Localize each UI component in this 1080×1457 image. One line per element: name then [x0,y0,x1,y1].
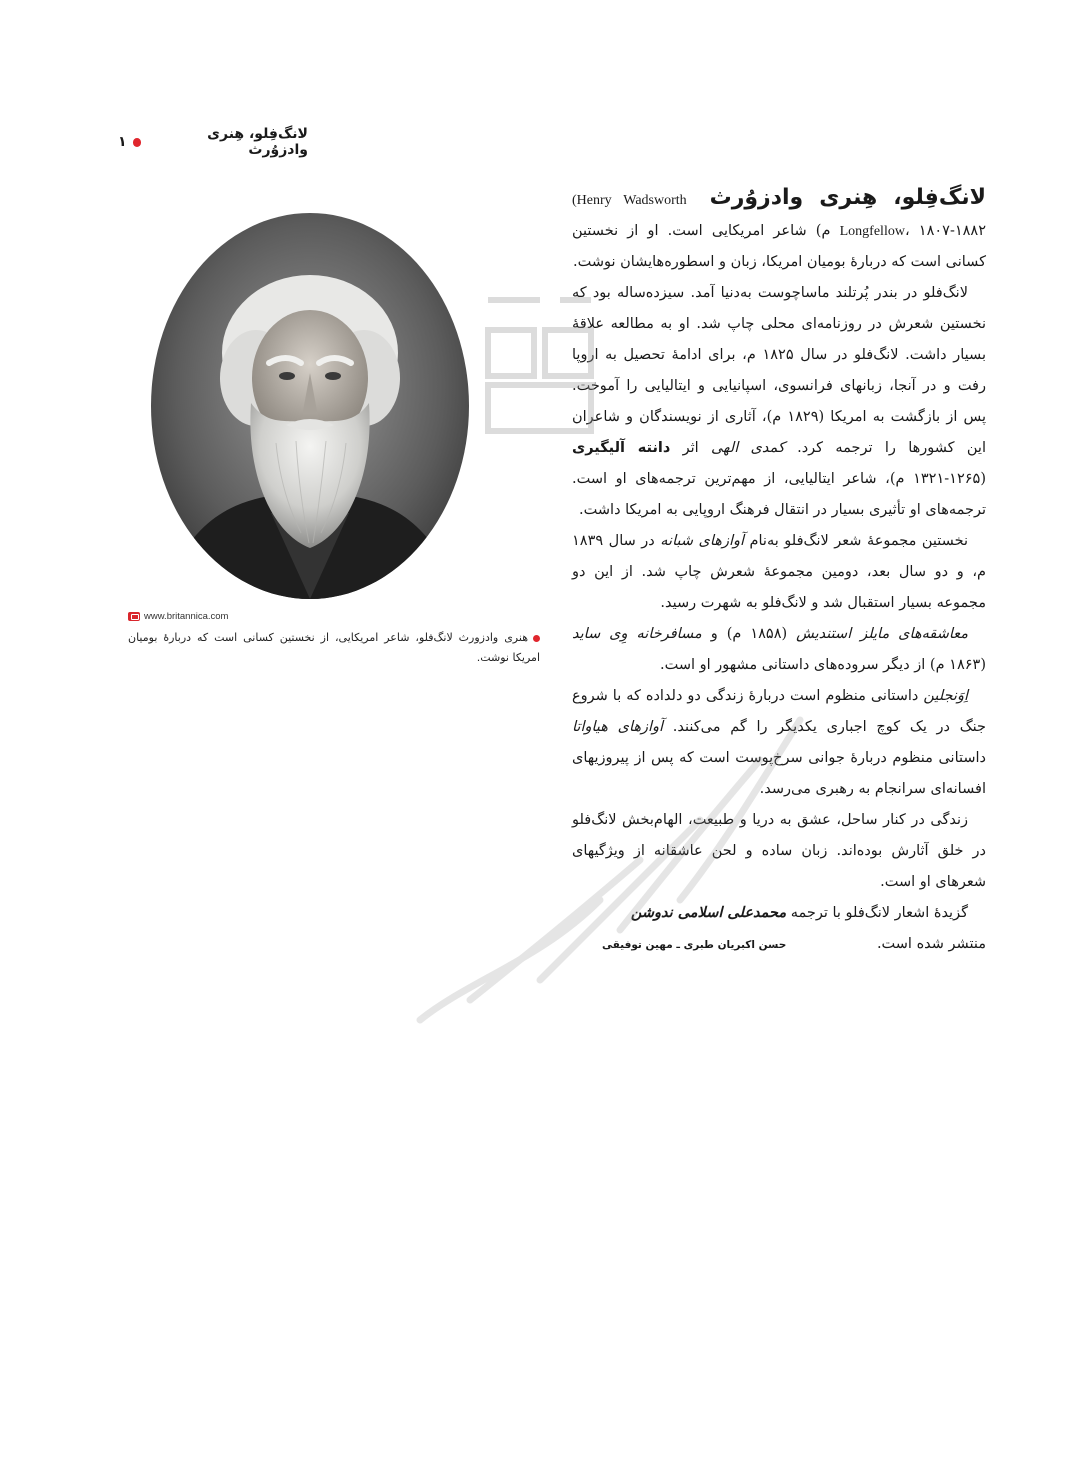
paragraph-4-text-a: (۱۸۵۸ م) و [710,626,788,642]
closing-line [572,929,986,961]
paragraph-7 [572,898,986,929]
paragraph-2 [572,278,986,526]
work-title-voices-of-night: آوازهای شبانه [660,533,745,549]
image-source [128,611,258,622]
paragraph-7-text-b: منتشر شده است. [876,936,986,952]
author-name-dante: دانته آلیگیری [572,440,671,456]
paragraph-5-text-b: داستانی منظوم دربارۀ جوانی سرخ‌پوست است که پس از پیروزیهای افسانه‌ای سرانجام به رهبری می‌رسد. [572,750,986,797]
paragraph-3-text-a: نخستین مجموعۀ شعر لانگ‌فلو به‌نام [749,533,969,549]
work-title-wayside-inn: مسافرخانه وِی ساید [572,626,702,642]
camera-icon [128,612,140,621]
article-body [572,182,986,961]
paragraph-2-text-a: لانگ‌فلو در بندر پُرتلند ماساچوست به‌دنیا آمد. سیزده‌ساله بود که نخستین شعرش در روزنامه‌ای محلی چاپ شد. او به مطالعه علاقۀ بسیار داشت. لانگ‌فلو در سال ۱۸۲۵ م، برای ادامۀ تحصیل به اروپا رفت و در آنجا، زبانهای فرانسوی، اسپانیایی و ایتالیایی را آموخت. پس از بازگشت به امریکا (۱۸۲۹ م)، آثاری از نویسندگان و شاعران این کشورها را ترجمه کرد. [572,285,987,456]
work-title-evangeline: اِوَنجلین [923,688,968,704]
article-title: لانگ‌فِلو، هِنری وادزوُرث [709,185,987,210]
page-number: ۱ [118,134,127,150]
image-source-url: www.britannica.com [144,611,229,622]
latin-name-1: (Henry Wadsworth [572,193,687,208]
figure-caption [128,628,540,668]
portrait-image [151,213,469,599]
paragraph-4-text-b: (۱۸۶۳ م) از دیگر سروده‌های داستانی مشهور او است. [660,657,986,673]
paragraph-2-text-b: اثر [682,440,699,456]
running-header-title: لانگ‌فِلو، هِنری وادزوُرث [207,126,308,158]
latin-name-2: Longfellow [839,224,905,239]
header-bullet-icon [133,138,142,147]
work-title-divine-comedy: کمدی الهی [711,440,785,456]
work-title-miles-standish: معاشقه‌های مایلز استندیش [796,626,969,642]
paragraph-2-text-c: (۱۲۶۵-۱۳۲۱ م)، شاعر ایتالیایی، از مهم‌ترین ترجمه‌های او است. ترجمه‌های او تأثیری بسیار در انتقال فرهنگ اروپایی به امریکا داشت. [572,471,986,518]
paragraph-4 [572,619,986,681]
author-credit: حسن اکبریان طبری ـ مهین توفیقی [602,939,787,951]
paragraph-5-text-a: داستانی منظوم است دربارۀ زندگی دو دلداده که با شروع جنگ در یک کوچ اجباری یکدیگر را گم می‌کنند. [572,688,987,735]
article-intro [572,182,986,278]
paragraph-3-text-b: در سال ۱۸۳۹ م، و دو سال بعد، دومین مجموعۀ شعرش چاپ شد. از این دو مجموعه بسیار استقبال شد و لانگ‌فلو به شهرت رسید. [572,533,986,611]
intro-text: ، ۱۸۰۷-۱۸۸۲ م) شاعر امریکایی است. او از نخستین کسانی است که دربارۀ بومیان امریکا، زبان و اسطوره‌هایشان نوشت. [572,223,987,270]
running-header [118,126,308,158]
paragraph-6: زندگی در کنار ساحل، عشق به دریا و طبیعت، الهام‌بخش لانگ‌فلو در خلق آثارش بوده‌اند. زبان ساده و لحن عاشقانه از ویژگیهای شعرهای او است. [572,812,986,890]
paragraph-5 [572,681,986,805]
portrait-illustration [151,213,469,599]
caption-bullet-icon [533,635,540,642]
work-title-hiawatha: آوازهای هیاواتا [572,719,664,735]
figure-caption-text: هنری وادزورث لانگ‌فلو، شاعر امریکایی، از نخستین کسانی است که دربارۀ بومیان امریکا نوشت. [128,631,540,664]
paragraph-3 [572,526,986,619]
translator-name: محمدعلی اسلامی ندوشن [630,905,787,921]
paragraph-7-text-a: گزیدۀ اشعار لانگ‌فلو با ترجمه [790,905,968,921]
